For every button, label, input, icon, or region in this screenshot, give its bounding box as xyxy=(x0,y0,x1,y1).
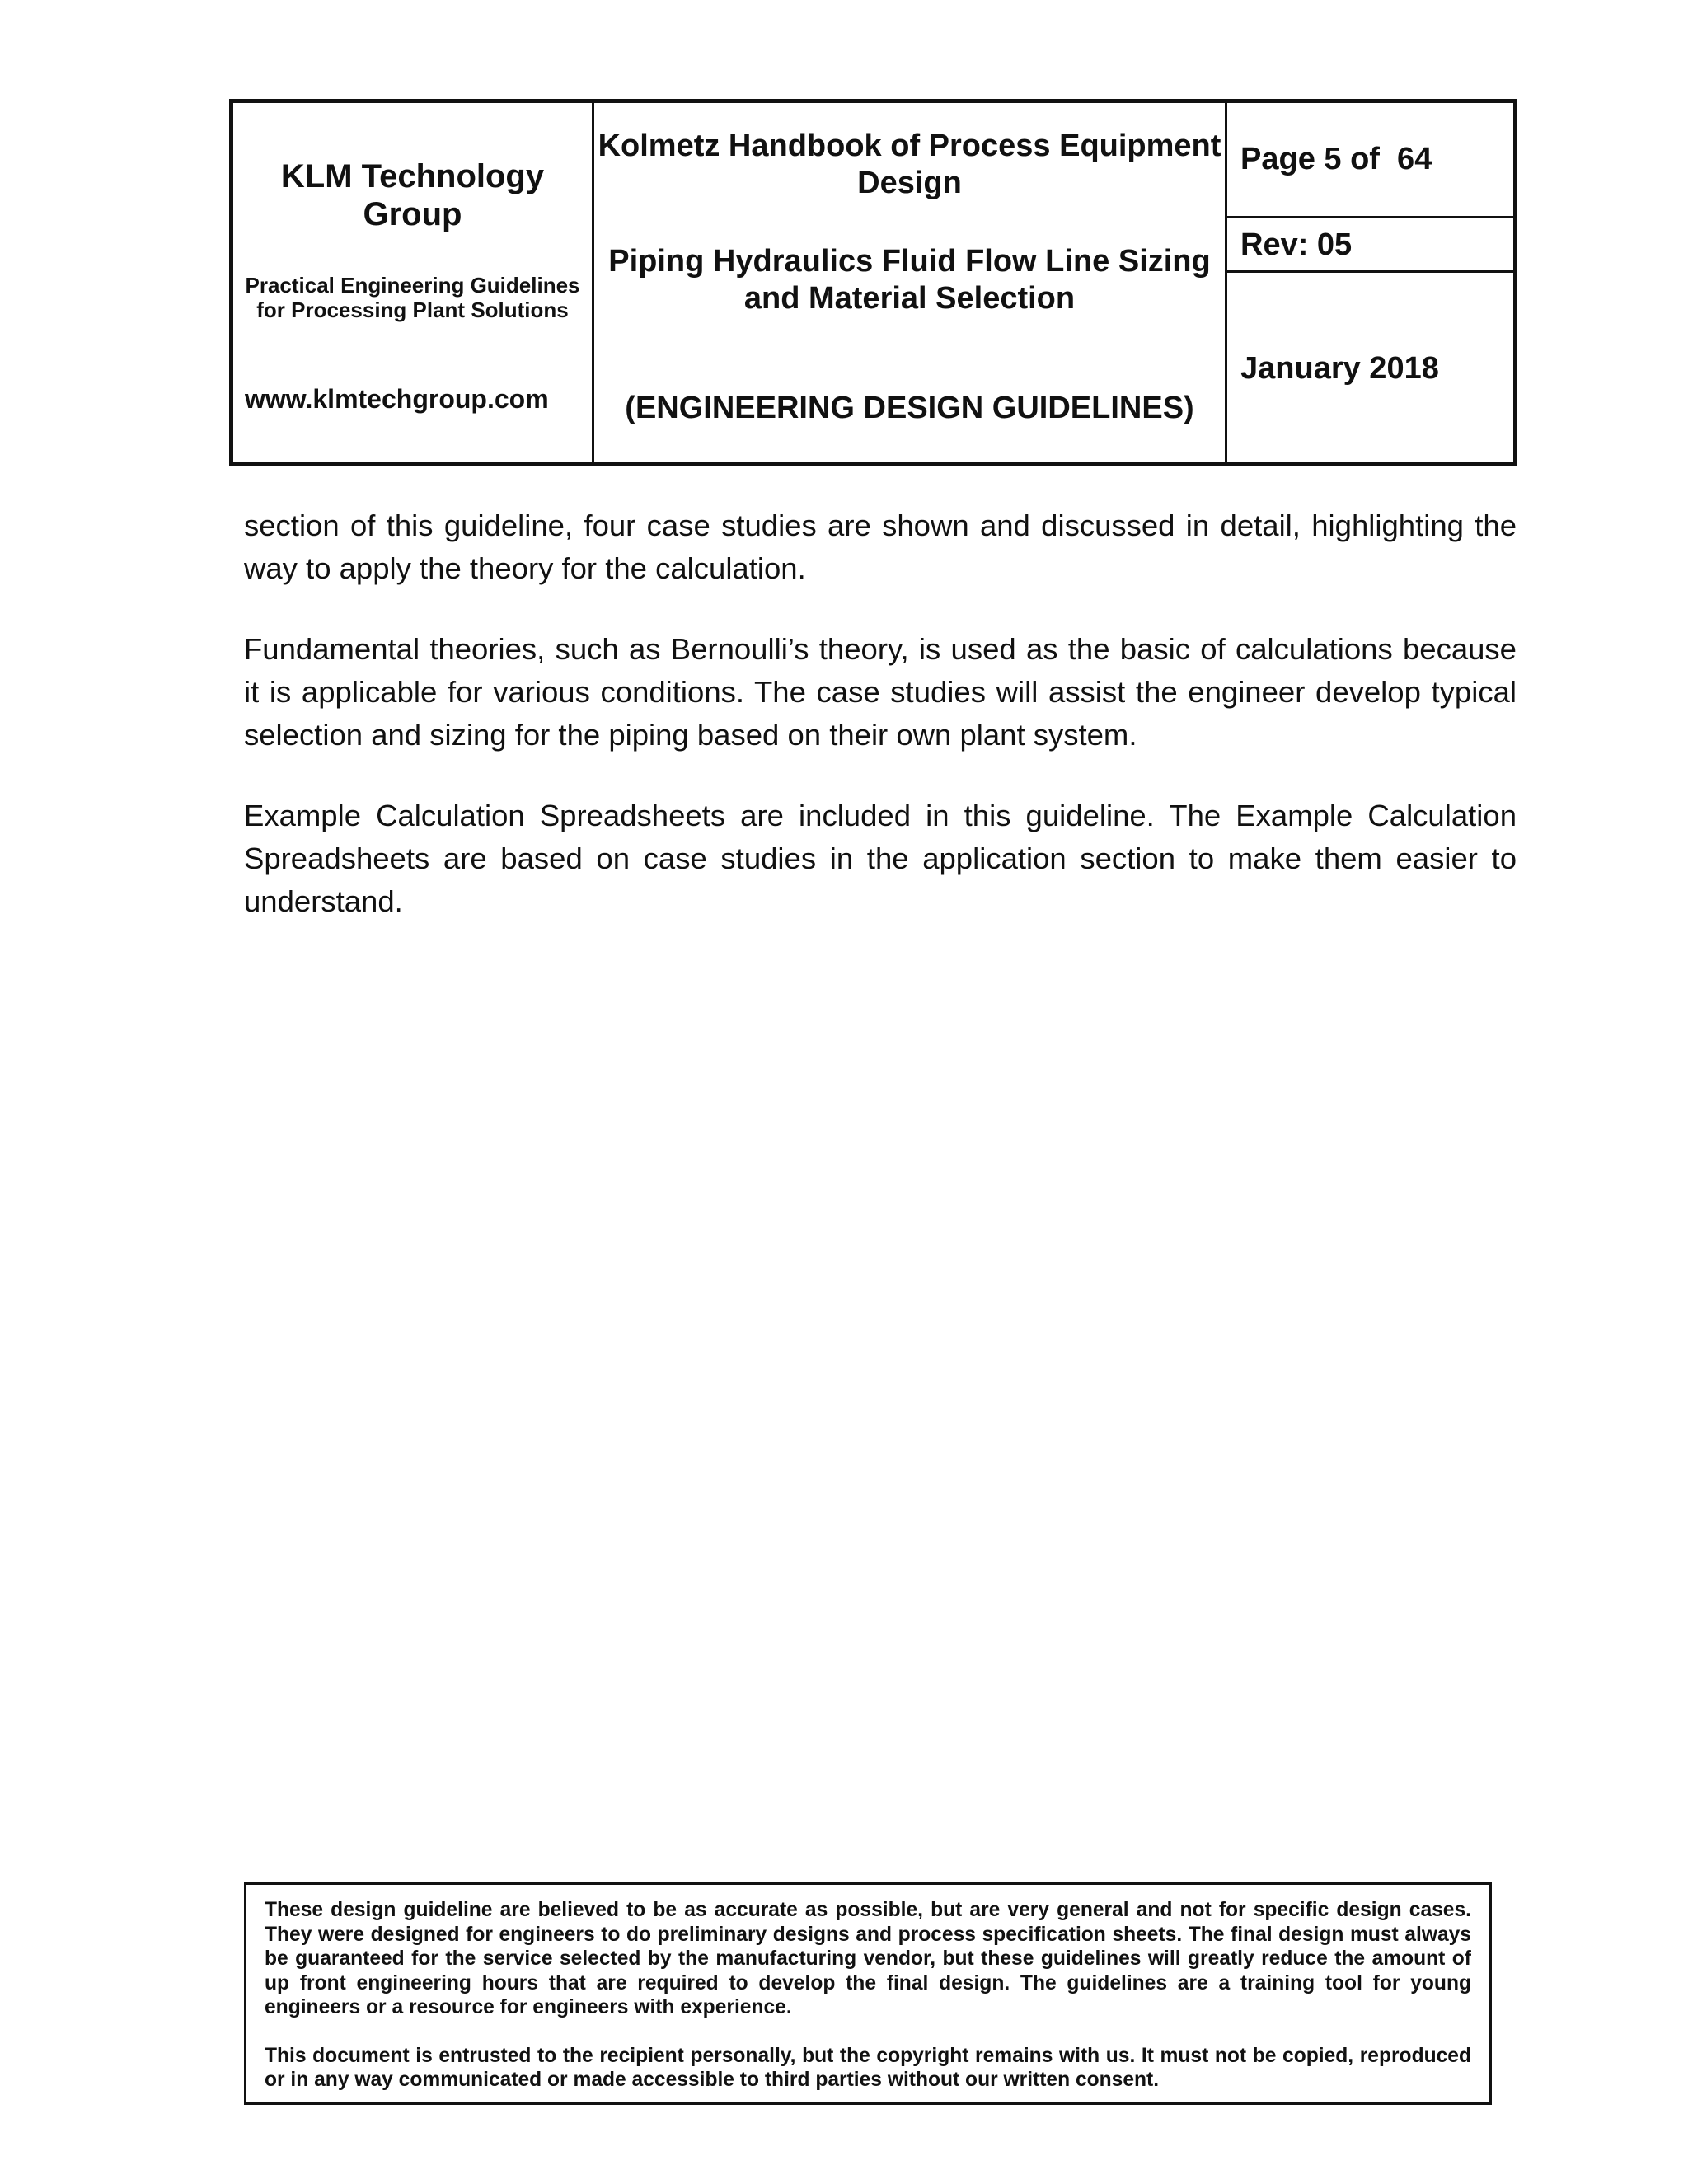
body-paragraph: Fundamental theories, such as Bernoulli’s theory, is used as the basic of calculations because it is applicable for various conditions. The case studies will assist the engineer develop typical selection and sizing for the piping based on their own plant system. xyxy=(244,632,1517,752)
page-number: Page 5 of 64 xyxy=(1240,142,1432,176)
handbook-title: Kolmetz Handbook of Process Equipment Design xyxy=(598,129,1221,200)
copyright-paragraph: This document is entrusted to the recipient personally, but the copyright remains with us. It must not be copied, reproduced or in any way communicated or made accessible to third parties without our written consent. xyxy=(265,2044,1471,2091)
document-title: Piping Hydraulics Fluid Flow Line Sizing and Material Selection xyxy=(608,244,1211,316)
document-header-table xyxy=(229,99,1517,466)
title-cell xyxy=(594,103,1227,462)
page-number-cell xyxy=(1227,103,1513,218)
company-name: KLM Technology Group xyxy=(280,158,545,232)
body-paragraph: Example Calculation Spreadsheets are included in this guideline. The Example Calculation Spreadsheets are based on case studies in the application section to make them easier to understand. xyxy=(244,799,1517,918)
meta-cell xyxy=(1227,103,1513,462)
document-type: (ENGINEERING DESIGN GUIDELINES) xyxy=(625,391,1194,425)
disclaimer-box xyxy=(244,1882,1492,2105)
document-date: January 2018 xyxy=(1240,351,1439,386)
company-website: www.klmtechgroup.com xyxy=(245,384,549,414)
disclaimer-paragraph: These design guideline are believed to be as accurate as possible, but are very general and not for specific design cases. They were designed for engineers to do preliminary designs and process specification sheets. The final design must always be guaranteed for the service selected by the manufacturing vendor, but these guidelines will greatly reduce the amount of up front engineering hours that are required to develop the final design. The guidelines are a training tool for young engineers or a resource for engineers with experience. xyxy=(265,1899,1471,2018)
revision-cell xyxy=(1227,218,1513,273)
body-text xyxy=(244,504,1517,961)
revision-label: Rev: 05 xyxy=(1240,227,1353,262)
date-cell xyxy=(1227,273,1513,462)
company-tagline: Practical Engineering Guidelines for Processing Plant Solutions xyxy=(245,273,580,322)
body-paragraph: section of this guideline, four case studies are shown and discussed in detail, highlighting the way to apply the theory for the calculation. xyxy=(244,509,1517,585)
company-cell xyxy=(233,103,594,462)
